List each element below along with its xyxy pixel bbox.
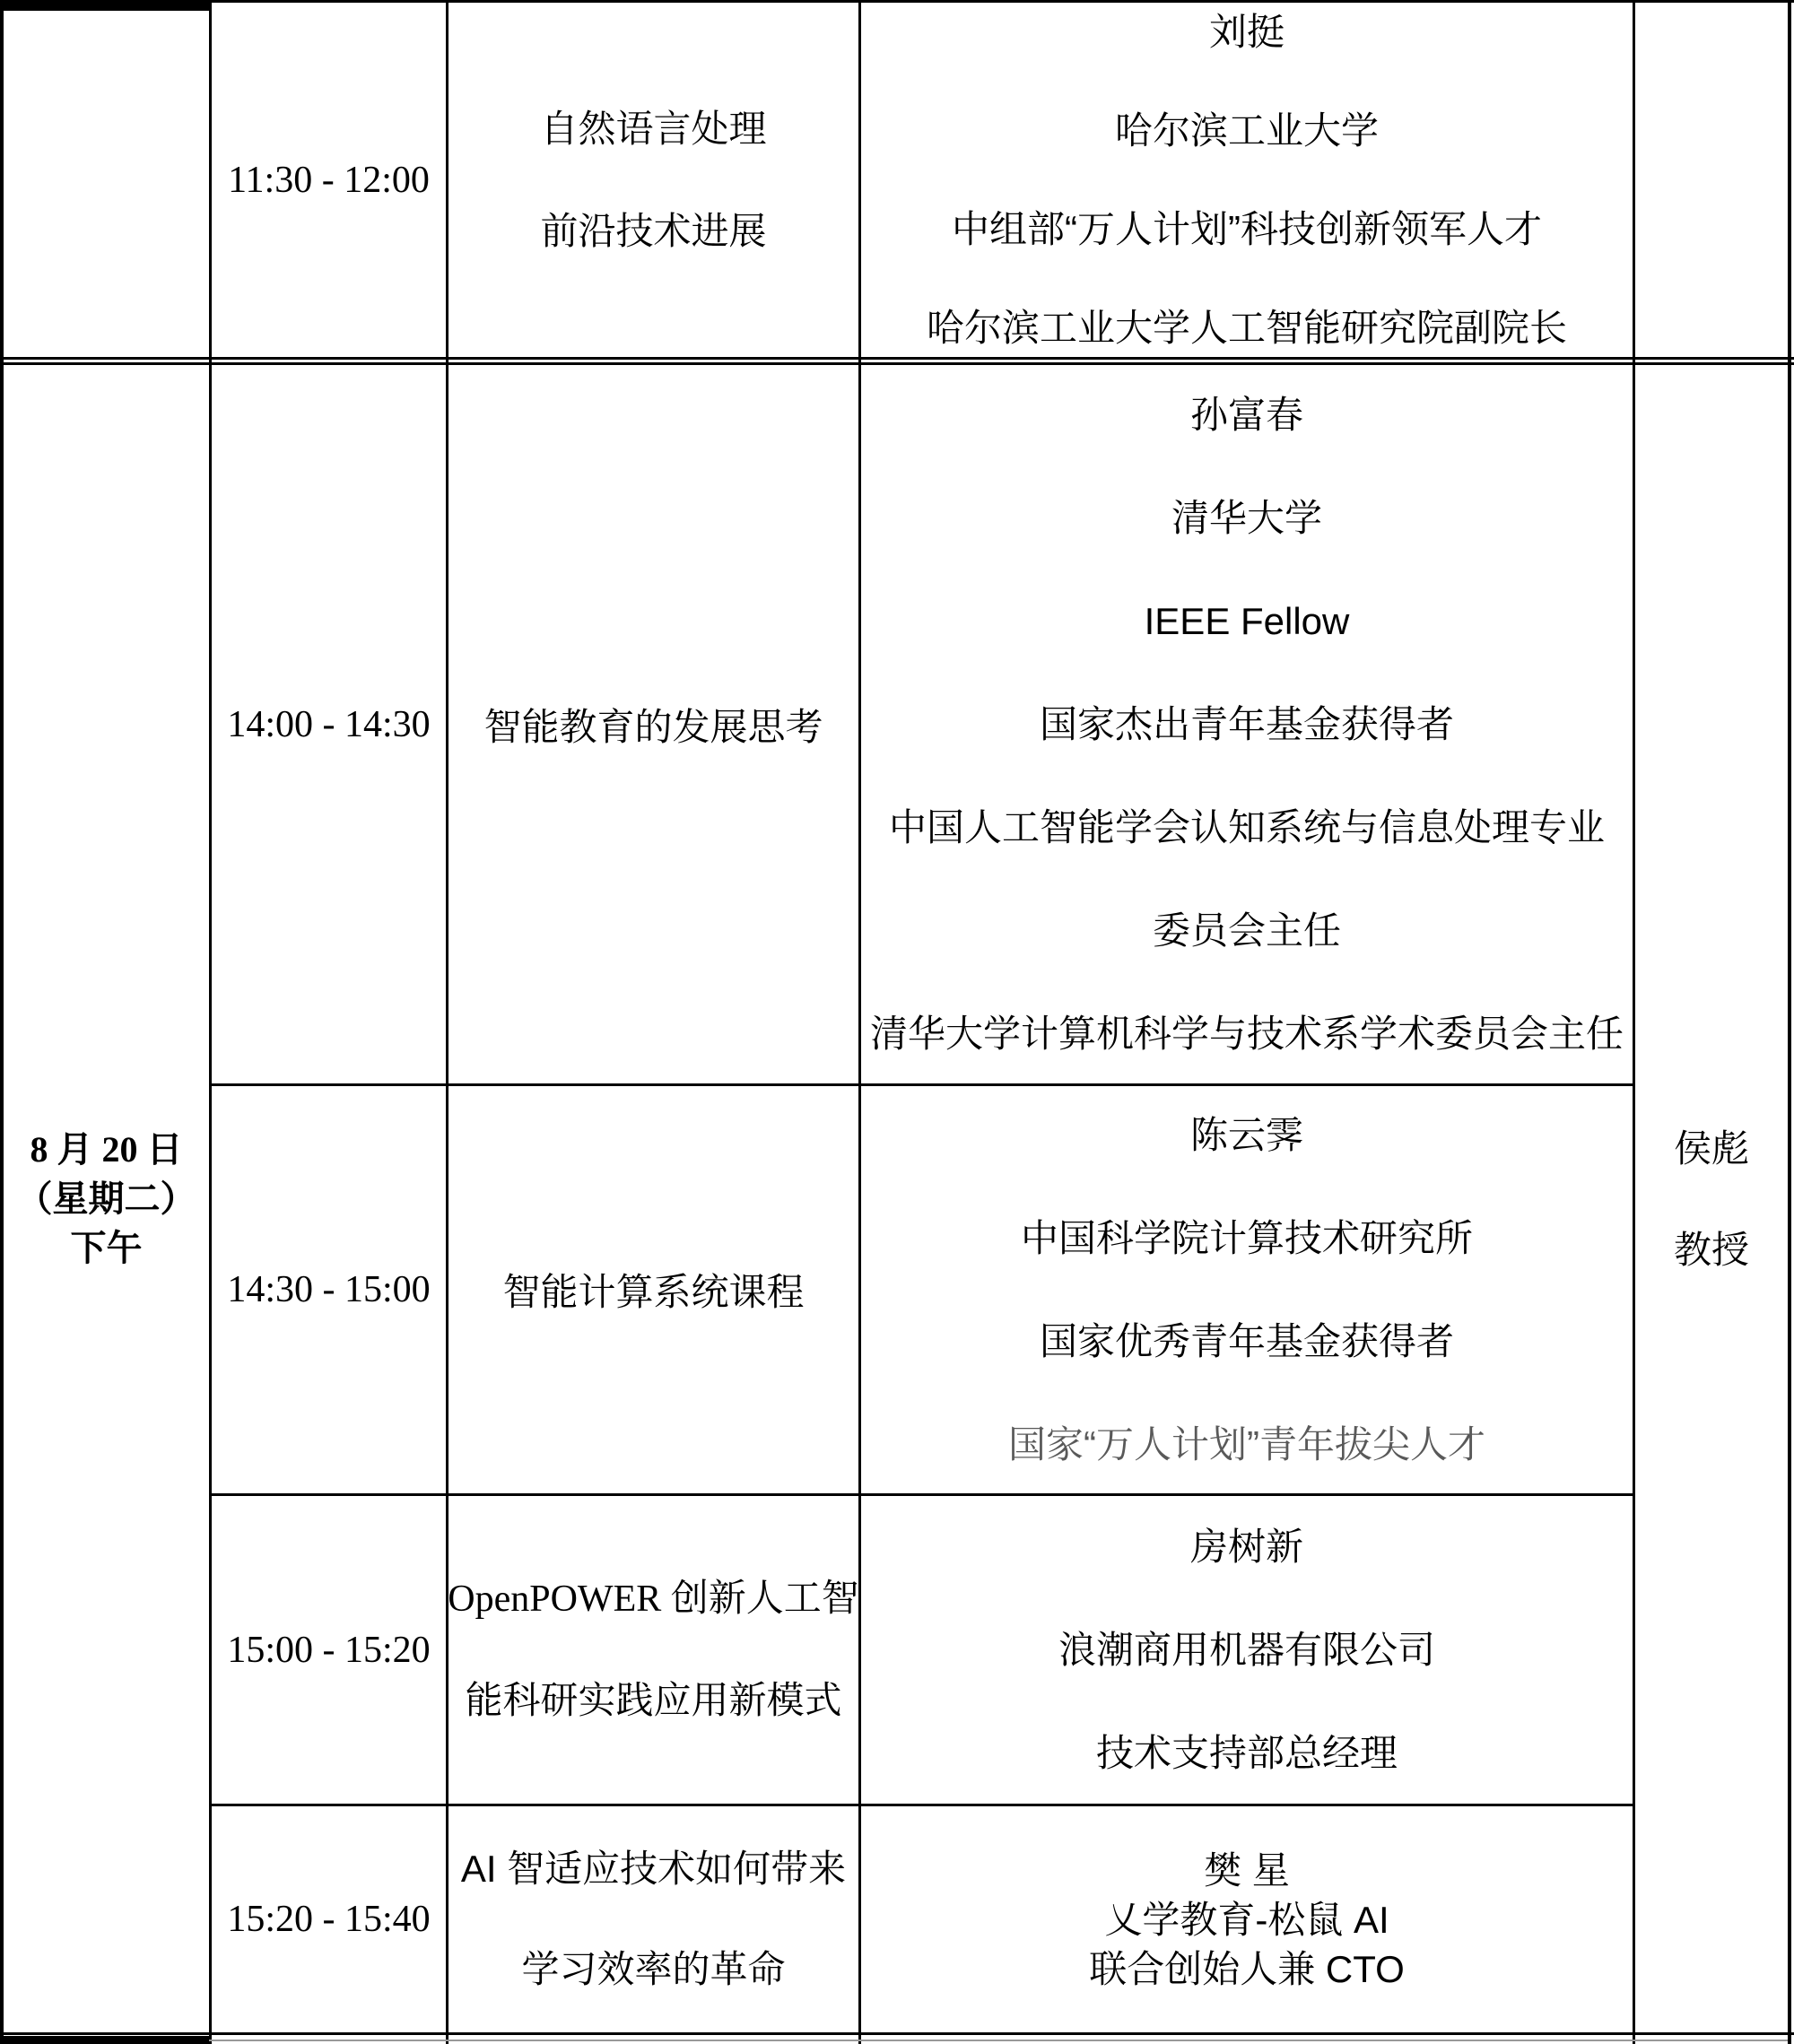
speaker-name: 房树新 bbox=[1189, 1526, 1303, 1568]
session-time: 14:30 - 15:00 bbox=[227, 1269, 431, 1310]
topic-cell-session-1 bbox=[448, 3, 858, 357]
topic-line: 智能教育的发展思考 bbox=[483, 705, 823, 748]
speaker-title: IEEE Fellow bbox=[1144, 600, 1350, 642]
chair-cell-session-1-empty bbox=[1635, 3, 1788, 357]
speaker-affiliation: 浪潮商用机器有限公司 bbox=[1058, 1629, 1435, 1671]
speaker-title: 技术支持部总经理 bbox=[1095, 1732, 1398, 1774]
time-cell-session-1 bbox=[212, 3, 446, 357]
speaker-title: 中国人工智能学会认知系统与信息处理专业 bbox=[888, 806, 1605, 848]
topic-line: OpenPOWER 创新人工智 bbox=[448, 1578, 859, 1620]
chair-title: 教授 bbox=[1673, 1228, 1749, 1271]
speaker-affiliation: 哈尔滨工业大学 bbox=[1114, 109, 1379, 152]
speaker-title: 联合创始人兼 CTO bbox=[1089, 1947, 1405, 1990]
speaker-title: 中组部“万人计划”科技创新领军人才 bbox=[952, 207, 1542, 250]
session-time: 14:00 - 14:30 bbox=[227, 703, 431, 745]
speaker-cell-session-3 bbox=[861, 1086, 1633, 1493]
speaker-cell-session-2 bbox=[861, 365, 1633, 1083]
topic-line: 学习效率的革命 bbox=[521, 1948, 786, 1990]
date-line: 8 月 20 日 bbox=[30, 1129, 183, 1170]
topic-line: AI 智适应技术如何带来 bbox=[460, 1848, 847, 1890]
session-time: 15:20 - 15:40 bbox=[227, 1899, 431, 1940]
session-time: 15:00 - 15:20 bbox=[227, 1629, 431, 1671]
speaker-affiliation: 中国科学院计算技术研究所 bbox=[1020, 1217, 1473, 1259]
topic-line: 能科研实践应用新模式 bbox=[465, 1680, 842, 1722]
speaker-cell-session-1 bbox=[861, 3, 1633, 357]
speaker-name: 孙富春 bbox=[1189, 394, 1303, 436]
speaker-cell-session-5 bbox=[861, 1806, 1633, 2032]
topic-cell-session-3 bbox=[448, 1086, 858, 1493]
topic-cell-session-5 bbox=[448, 1806, 858, 2032]
time-cell-session-3 bbox=[212, 1086, 446, 1493]
speaker-cell-session-4 bbox=[861, 1496, 1633, 1804]
speaker-title-muted: 国家“万人计划”青年拔尖人才 bbox=[1008, 1423, 1485, 1466]
page-break-bar-bottom bbox=[0, 2036, 209, 2044]
speaker-affiliation: 清华大学 bbox=[1171, 497, 1322, 539]
time-cell-session-2 bbox=[212, 365, 446, 1083]
speaker-title: 清华大学计算机科学与技术系学术委员会主任 bbox=[869, 1013, 1624, 1055]
time-cell-session-5 bbox=[212, 1806, 446, 2032]
speaker-title: 国家杰出青年基金获得者 bbox=[1039, 703, 1454, 745]
speaker-name: 刘挺 bbox=[1208, 10, 1285, 53]
chair-name: 侯彪 bbox=[1673, 1126, 1749, 1170]
chair-cell bbox=[1635, 365, 1788, 2032]
topic-line: 前沿技术进展 bbox=[540, 209, 767, 252]
date-line: （星期二） bbox=[16, 1179, 196, 1219]
speaker-title: 委员会主任 bbox=[1152, 909, 1341, 952]
speaker-title: 国家优秀青年基金获得者 bbox=[1039, 1320, 1454, 1362]
page-break-bar-top bbox=[0, 0, 209, 11]
time-cell-session-4 bbox=[212, 1496, 446, 1804]
table-right-border bbox=[1788, 0, 1791, 2044]
speaker-name: 陈云霁 bbox=[1189, 1114, 1303, 1156]
table-bottom-border bbox=[0, 2032, 1794, 2035]
date-cell bbox=[4, 365, 209, 2032]
topic-line: 自然语言处理 bbox=[540, 107, 767, 150]
session-time: 11:30 - 12:00 bbox=[228, 159, 430, 201]
speaker-affiliation: 乂学教育-松鼠 AI bbox=[1104, 1898, 1389, 1941]
speaker-title: 哈尔滨工业大学人工智能研究院副院长 bbox=[926, 306, 1567, 349]
topic-cell-session-4 bbox=[448, 1496, 858, 1804]
next-row-top-border bbox=[209, 2040, 1788, 2041]
topic-line: 智能计算系统课程 bbox=[502, 1271, 805, 1313]
speaker-name: 樊 星 bbox=[1204, 1848, 1290, 1892]
date-line: 下午 bbox=[70, 1228, 143, 1268]
topic-cell-session-2 bbox=[448, 365, 858, 1083]
